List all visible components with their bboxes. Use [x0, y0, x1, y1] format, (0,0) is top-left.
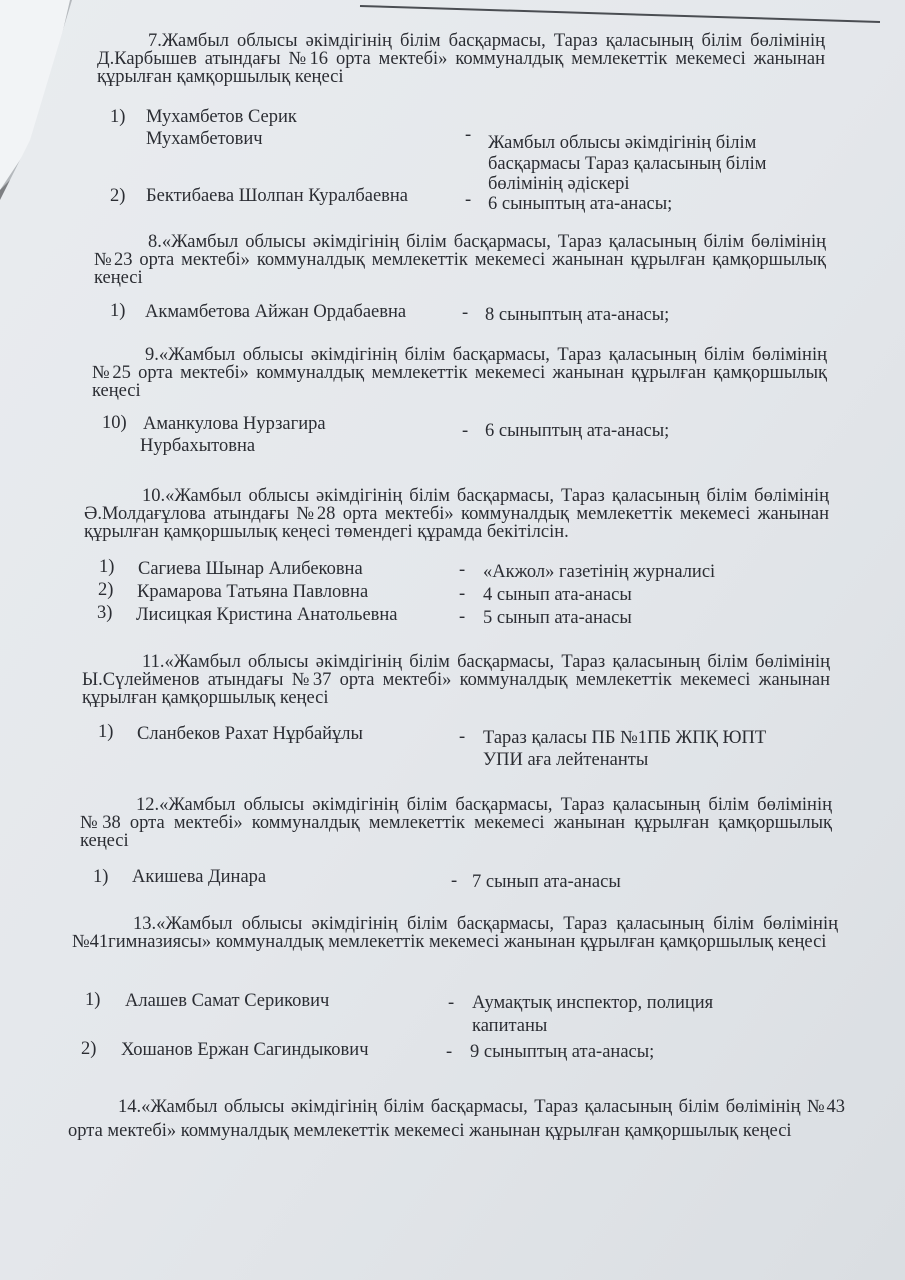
section-heading: 11.«Жамбыл облысы әкімдігінің білім басқармасы, Тараз қаласының білім бөлімінің Ы.Сүлейменов атындағы №37 орта мектебі» коммуналдық мемлекеттік мекемесі жанынан құрылған қамқоршылық кеңесі — [82, 652, 830, 708]
section-heading: 13.«Жамбыл облысы әкімдігінің білім басқармасы, Тараз қаласының білім бөлімінің №41гимназиясы» коммуналдық мемлекеттік мекемесі жанынан құрылған қамқоршылық кеңесі — [72, 914, 838, 952]
section-heading: 10.«Жамбыл облысы әкімдігінің білім басқармасы, Тараз қаласының білім бөлімінің Ә.Молдағұлова атындағы №28 орта мектебі» коммуналдық мемлекеттік мекемесі жанынан құрылған қамқоршылық кеңесі төмендегі құрамда бекітілсін. — [84, 486, 829, 542]
section-heading: 14.«Жамбыл облысы әкімдігінің білім басқармасы, Тараз қаласының білім бөлімінің №43 орта мектебі» коммуналдық мемлекеттік мекемесі жанынан құрылған қамқоршылық кеңесі — [68, 1097, 845, 1141]
document-photo: 7.Жамбыл облысы әкімдігінің білім басқармасы, Тараз қаласының білім бөлімінің Д.Карбышев атындағы №16 орта мектебі» коммуналдық мемлекеттік мекемесі жанынан құрылған қамқоршылық кеңесі 1) Мухамбетов Серик Мухамбетович - Жамбыл облысы әкімдігінің білім басқармасы Тараз қаласының білім бөлімінің әдіскері 2) Бектибаева Шолпан Куралбаевна - 6 сыныптың ата-анасы; 8.«Жамбыл облысы әкімдігінің білім басқармасы, Тараз қаласының білім бөлімінің №23 орта мектебі» коммуналдық мемлекеттік мекемесі жанынан құрылған қамқоршылық кеңесі 1) Акмамбетова Айжан Ордабаевна - 8 сыныптың ата-анасы; 9.«Жамбыл облысы әкімдігінің білім басқармасы, Тараз қаласының білім бөлімінің №25 орта мектебі» коммуналдық мемлекеттік мекемесі жанынан құрылған қамқоршылық кеңесі 10) Аманкулова Нурзагира Нурбахытовна - 6 сыныптың ата-анасы; 10.«Жамбыл облысы әкімдігінің білім басқармасы, Тараз қаласының білім бөлімінің Ә.Молдағұлова атындағы №28 орта мектебі» коммуналдық мемлекеттік мекемесі жанынан құрылған қамқоршылық кеңесі төмендегі құрамда бекітілсін. 1) Сагиева Шынар Алибековна - «Акжол» газетінің журналисі 2) Крамарова Татьяна Павловна - 4 сынып ата-анасы 3) Лисицкая Кристина Анатольевна - 5 сынып ата-анасы 11.«Жамбыл облысы әкімдігінің білім басқармасы, Тараз қаласының білім бөлімінің Ы.Сүлейменов атындағы №37 орта мектебі» коммуналдық мемлекеттік мекемесі жанынан құрылған қамқоршылық кеңесі 1) Сланбеков Рахат Нұрбайұлы - Тараз қаласы ПБ №1ПБ ЖПҚ ЮПТ УПИ аға лейтенанты 12.«Жамбыл облысы әкімдігінің білім басқармасы, Тараз қаласының білім бөлімінің №38 орта мектебі» коммуналдық мемлекеттік мекемесі жанынан құрылған қамқоршылық кеңесі 1) Акишева Динара - 7 сынып ата-анасы 13.«Жамбыл облысы әкімдігінің білім басқармасы, Тараз қаласының білім бөлімінің №41гимназиясы» коммуналдық мемлекеттік мекемесі жанынан құрылған қамқоршылық кеңесі 1) Алашев Самат Серикович - Аумақтық инспектор, полиция капитаны 2) Хошанов Ержан Сагиндыкович - 9 сыныптың ата-анасы; 14.«Жамбыл облысы әкімдігінің білім басқармасы, Тараз қаласының білім бөлімінің №43 орта мектебі» коммуналдық мемлекеттік мекемесі жанынан құрылған қамқоршылық кеңесі — [0, 0, 905, 1280]
section-heading: 7.Жамбыл облысы әкімдігінің білім басқармасы, Тараз қаласының білім бөлімінің Д.Карбышев атындағы №16 орта мектебі» коммуналдық мемлекеттік мекемесі жанынан құрылған қамқоршылық кеңесі — [97, 31, 825, 87]
section-heading: 12.«Жамбыл облысы әкімдігінің білім басқармасы, Тараз қаласының білім бөлімінің №38 орта мектебі» коммуналдық мемлекеттік мекемесі жанынан құрылған қамқоршылық кеңесі — [80, 795, 832, 851]
section-heading: 8.«Жамбыл облысы әкімдігінің білім басқармасы, Тараз қаласының білім бөлімінің №23 орта мектебі» коммуналдық мемлекеттік мекемесі жанынан құрылған қамқоршылық кеңесі — [94, 232, 826, 288]
section-heading: 9.«Жамбыл облысы әкімдігінің білім басқармасы, Тараз қаласының білім бөлімінің №25 орта мектебі» коммуналдық мемлекеттік мекемесі жанынан құрылған қамқоршылық кеңесі — [92, 345, 827, 401]
